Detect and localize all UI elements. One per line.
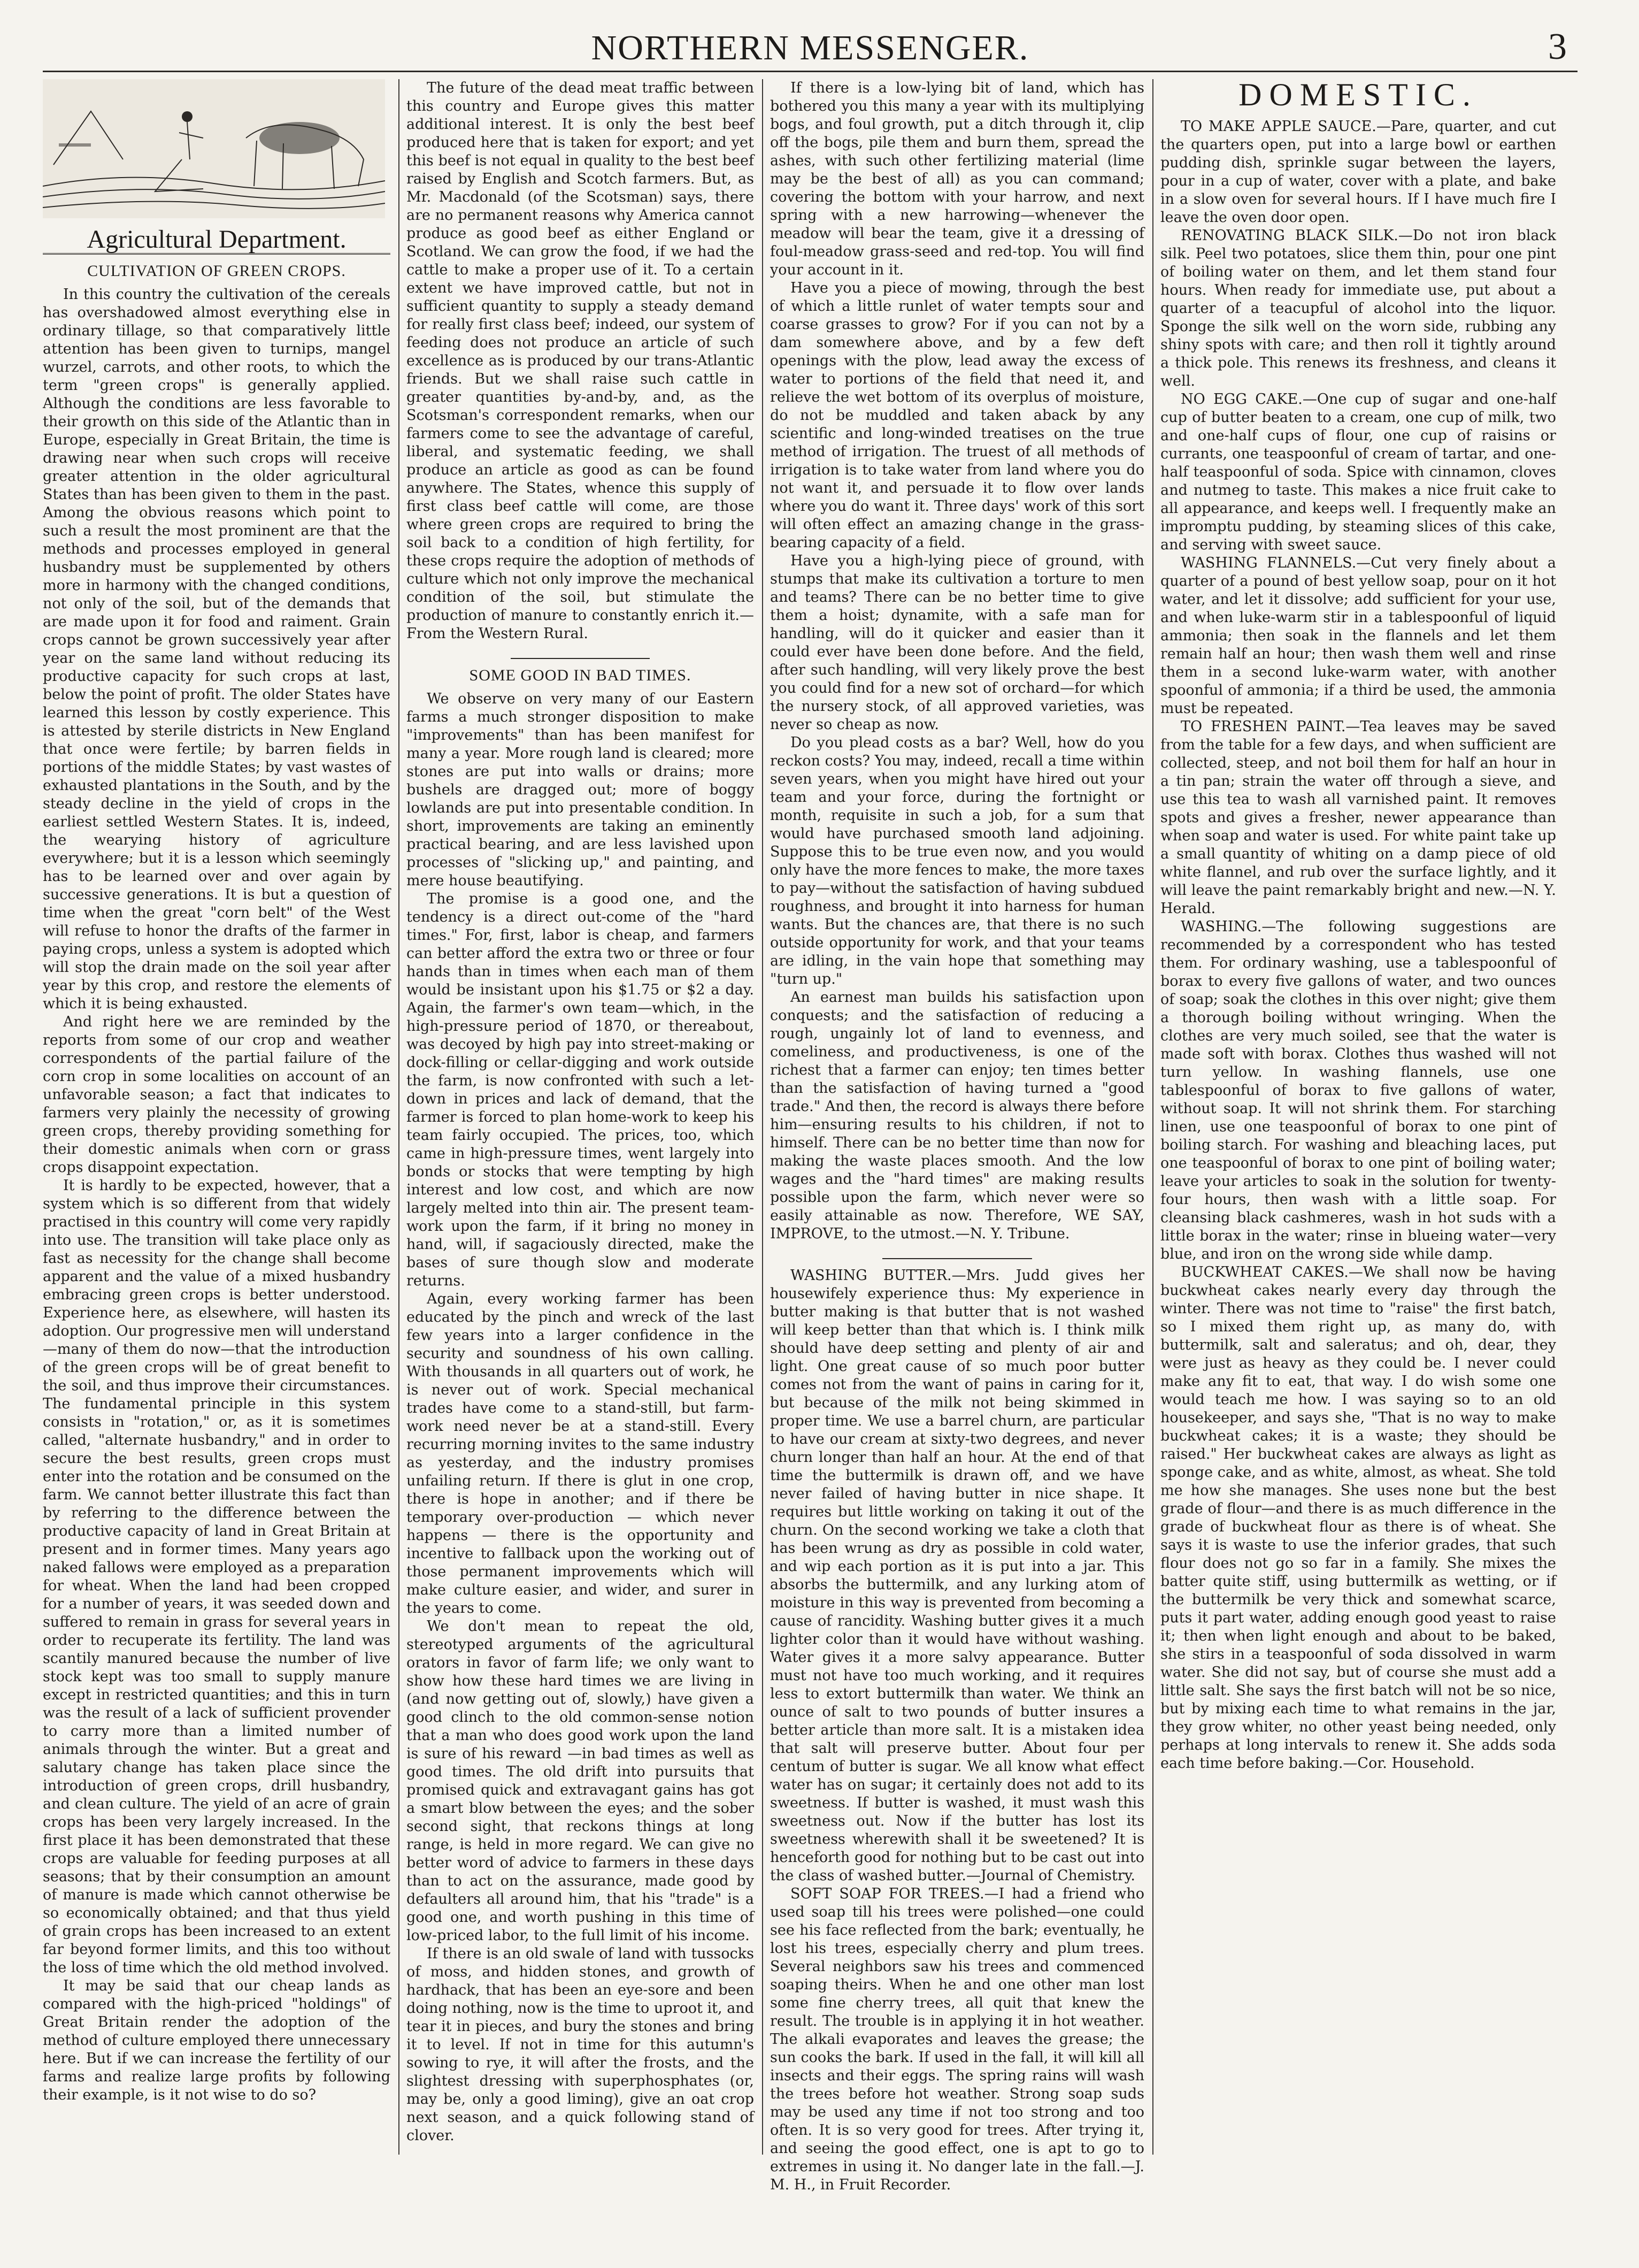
paragraph: It is hardly to be expected, however, that a system which is so different from that widely practised in this country will come very rapidly into use. The transition will take place only as fast as necessity for the change shall become apparent and the value of a mixed husbandry embracing green crops is better understood. Experience here, as elsewhere, will hasten its adoption. Our progressive men will understand—many of them do now—that the introduction of the green crops will be of great benefit to the soil, and thus improve their circumstances. The fundamental principle in this system consists in "rotation," or, as it is sometimes called, "alternate husbandry," and in order to secure the best results, green crops must enter into the rotation and be consumed on the farm. We cannot better illustrate this fact than by referring to the difference between the productive capacity of land in Great Britain at present and in former times. Many years ago naked fallows were employed as a preparation for wheat. When the land had been cropped for a number of years, it was seeded down and suffered to remain in grass for several years in order to recuperate its fertility. The land was scantily manured because the number of live stock kept was too small to supply manure except in restricted quantities; and this in turn was the result of a lack of sufficient provender to carry more than a limited number of animals through the winter. But a great and salutary change has taken place since the introduction of green crops, drill husbandry, and clean culture. The yield of an acre of grain crops has been very largely increased. In the first place it has been demonstrated that these crops are valuable for feeding purposes at all seasons; that by their consumption an amount of manure is made which cannot otherwise be so economically obtained; and that thus yield of grain crops has been increased to an extent far beyond former limits, and this too without the loss of time which the old method involved. [43, 1177, 390, 1976]
paragraph: BUCKWHEAT CAKES.—We shall now be having buckwheat cakes nearly every day through the winter. There was not time to "raise" the first batch, so I mixed them right up, as many do, with buttermilk, salt and saleratus; and oh, dear, they were just as heavy as they could be. I never could make any fit to eat, that way. I do wish some one would teach me how. I was saying so to an old housekeeper, and says she, "That is no way to make buckwheat cakes; it is a waste; they should be raised." Her buckwheat cakes are always as light as sponge cake, and as white, almost, as wheat. She told me how she manages. She uses none but the best grade of flour—and there is as much difference in the grade of buckwheat flour as there is of wheat. She says it is waste to use the inferior grades, that such flour does not go so far in a family. She mixes the batter quite stiff, using buttermilk as wetting, or if the buttermilk be very thick and somewhat scarce, puts it part water, adding enough good yeast to raise it; then when light enough and about to be baked, she stirs in a teaspoonful of soda dissolved in warm water. She did not say, but of course she must add a little salt. She says the first batch will not be so nice, but by mixing each time to what remains in the jar, they grow whiter, no other yeast being needed, only perhaps at long intervals to renew it. She adds soda each time before baking.—Cor. Household. [1160, 1264, 1556, 1772]
divider [882, 1258, 1032, 1259]
paragraph: NO EGG CAKE.—One cup of sugar and one-half cup of butter beaten to a cream, one cup of milk, two and one-half cups of flour, one cup of raisins or currants, one teaspoonful of cream of tartar, and one-half teaspoonful of soda. Spice with cinnamon, cloves and nutmeg to taste. This makes a nice fruit cake to all appearance, and keeps well. I frequently make an impromptu pudding, by steaming slices of this cake, and serving with sweet sauce. [1160, 391, 1556, 553]
column-1 [43, 79, 390, 2104]
column-rule [762, 79, 763, 2155]
paragraph: WASHING FLANNELS.—Cut very finely about a quarter of a pound of best yellow soap, pour on it hot water, and let it dissolve; add sufficient for your use, and when luke-warm stir in a tablespoonful of liquid ammonia; then soak in the flannels and let them remain half an hour; then wash them well and rinse them in a second luke-warm water, with another spoonful of ammonia; if a third be used, the ammonia must be repeated. [1160, 555, 1556, 717]
column-3 [770, 79, 1144, 2194]
paragraph: And right here we are reminded by the reports from some of our crop and weather correspondents of the partial failure of the corn crop in some localities on account of an unfavorable season; a fact that indicates to farmers very plainly the necessity of growing green crops, thereby providing something for their domestic animals when corn or grass crops disappoint expectation. [43, 1014, 390, 1176]
paragraph: The promise is a good one, and the tendency is a direct out-come of the "hard times." For, first, labor is cheap, and farmers can better afford the extra two or three or four hands than in times when each man of them would be insistant upon his $1.75 or $2 a day. Again, the farmer's own team—which, in the high-pressure period of 1870, or thereabout, was decoyed by high pay into street-making or dock-filling or cellar-digging and work outside the farm, is now confronted with such a let-down in prices and lack of demand, that the farmer is forced to plan home-work to keep his team fairly occupied. The prices, too, which came in high-pressure times, went largely into bonds or stocks that were tempting by high interest and low cost, and which are now largely melted into thin air. The present team-work upon the farm, if it bring no money in hand, will, if sagaciously directed, make the bases of sure though slow and moderate returns. [406, 891, 754, 1289]
paragraph: WASHING.—The following suggestions are recommended by a correspondent who has tested them. For ordinary washing, use a tablespoonful of borax to every five gallons of water, and two ounces of soap; soak the clothes in this over night; give them a thorough boiling without wringing. When the clothes are very much soiled, see that the water is made soft with borax. Clothes thus washed will not turn yellow. In washing flannels, use one tablespoonful of borax to five gallons of water, without soap. It will not shrink them. For starching linen, use one teaspoonful of borax to one pint of boiling starch. For washing and bleaching laces, put one teaspoonful of borax to one pint of boiling water; leave your articles to soak in the solution for twenty-four hours, then wash with a little soap. For cleansing black cashmeres, wash in hot suds with a little borax in the water; rinse in blueing water—very blue, and iron on the wrong side while damp. [1160, 918, 1556, 1262]
page-number: 3 [1548, 26, 1567, 67]
column-rule [398, 79, 399, 2155]
paragraph: The future of the dead meat traffic between this country and Europe gives this matter additional interest. It is only the best beef produced here that is taken for export; and yet this beef is not equal in quality to the best beef raised by English and Scotch farmers. But, as Mr. Macdonald (of the Scotsman) says, there are no permanent reasons why America cannot produce as good beef as either England or Scotland. We can grow the food, if we had the cattle to make a proper use of it. To a certain extent we have improved cattle, but not in sufficient quantity to supply a steady demand for really first class beef; indeed, our system of feeding does not produce an article of such excellence as is produced by our trans-Atlantic friends. But we shall raise such cattle in greater quantities by-and-by, and, as the Scotsman's correspondent remarks, when our farmers come to see the advantage of careful, liberal, and systematic feeding, we shall produce an article as good as can be found anywhere. The States, whence this supply of first class beef cattle will come, are those where green crops are required to bring the soil back to a condition of high fertility, for these crops require the adoption of methods of culture which not only improve the mechanical condition of the soil, but stimulate the production of manure to constantly enrich it.—From the Western Rural. [406, 80, 754, 642]
masthead [43, 21, 1578, 72]
paper-name: NORTHERN MESSENGER. [591, 28, 1029, 67]
paragraph: RENOVATING BLACK SILK.—Do not iron black silk. Peel two potatoes, slice them thin, pour one pint of boiling water on them, and let them stand four hours. When ready for immediate use, put about a quarter of a teacupful of alcohol into the liquor. Sponge the silk well on the worn side, rubbing any shiny spots with care; and then roll it tightly around a thick pole. This renews its freshness, and cleans it well. [1160, 227, 1556, 389]
paragraph: TO MAKE APPLE SAUCE.—Pare, quarter, and cut the quarters open, put into a large bowl or earthen pudding dish, sprinkle sugar between the layers, pour in a cup of water, cover with a plate, and bake in a slow oven for several hours. If I have much fire I leave the oven door open. [1160, 118, 1556, 226]
column-4 [1160, 79, 1556, 1773]
paragraph: Have you a piece of mowing, through the best of which a little runlet of water tempts sour and coarse grasses to grow? For if you can not by a dam somewhere above, and by a few deft openings with the plow, lead away the excess of water to portions of the field that need it, and relieve the wet bottom of its overplus of moisture, do not be muddled and taken aback by any scientific and long-winded treatises on the true method of irrigation. The truest of all methods of irrigation is to take water from land where you do not want it, and persuade it to flow over lands where you do want it. Three days' work of this sort will often effect an amazing change in the grass-bearing capacity of a field. [770, 280, 1144, 551]
column-rule [1152, 79, 1153, 2155]
paragraph: An earnest man builds his satisfaction upon conquests; and the satisfaction of reducing a rough, ungainly lot of land to evenness, and comeliness, and productiveness, is one of the richest that a farmer can enjoy; ten times better than the satisfaction of having turned a "good trade." And then, the record is always there before him—ensuring results to his children, if not to himself. There can be no better time than now for making the waste places smooth. And the low wages and the "hard times" are making results possible upon the farm, which never were so easily attainable as now. Therefore, WE SAY, IMPROVE, to the utmost.—N. Y. Tribune. [770, 989, 1144, 1242]
paragraph: We don't mean to repeat the old, stereotyped arguments of the agricultural orators in favor of farm life; we only want to show how these hard times we are living in (and now getting out of, slowly,) have given a good clinch to the old common-sense notion that a man who does good work upon the land is sure of his reward —in bad times as well as good times. The old drift into pursuits that promised quick and extravagant gains has got a smart blow between the eyes; and the sober second sight, that reckons things at long range, is held in more regard. We can give no better word of advice to farmers in these days than to act on the assurance, made good by defaulters all around him, that his "trade" is a good one, and worth pushing in this time of low-priced labor, to the full limit of his income. [406, 1618, 754, 1944]
paragraph: WASHING BUTTER.—Mrs. Judd gives her housewifely experience thus: My experience in butter making is that butter that is not washed will keep better than that which is. I think milk should have deep setting and plenty of air and light. One great cause of so much poor butter comes not from the want of pains in caring for it, but because of the milk not being skimmed in proper time. We use a barrel churn, are particular to have our cream at sixty-two degrees, and never churn longer than half an hour. At the end of that time the buttermilk is drawn off, and we have never failed of having butter in nice shape. It requires but little working on taking it out of the churn. On the second working we take a cloth that has been wrung as dry as possible in cold water, and wip each portion as it is put into a jar. This absorbs the buttermilk, and any lurking atom of moisture in this way is prevented from becoming a cause of rancidity. Washing butter gives it a much lighter color than it would have without washing. Water gives it a more salvy appearance. Butter must not have too much working, and it requires less to extort buttermilk than water. We think an ounce of salt to two pounds of butter insures a better article than more salt. It is a mistaken idea that salt will preserve butter. About four per centum of butter is sugar. We all know what effect water has on sugar; it certainly does not add to its sweetness. If butter is washed, it must wash this sweetness out. Now if the butter has lost its sweetness wherewith shall it be sweetened? It is henceforth good for nothing but to be cast out into the class of washed butter.—Journal of Chemistry. [770, 1267, 1144, 1884]
paragraph: It may be said that our cheap lands as compared with the high-priced "holdings" of Great Britain render the adoption of the method of culture employed there unnecessary here. But if we can increase the fertility of our farms and realize large profits by following their example, is it not wise to do so? [43, 1978, 390, 2103]
paragraph: If there is a low-lying bit of land, which has bothered you this many a year with its multiplying bogs, and foul growth, put a ditch through it, clip off the bogs, pile them and burn them, spread the ashes, with such other fertilizing material (lime may be the best of all) as you can command; covering the bottom with your harrow, and next spring with a new harrowing—whenever the meadow will bear the team, give it a dressing of foul-meadow grass-seed and red-top. You will find your account in it. [770, 80, 1144, 278]
section-title: DOMESTIC. [1238, 77, 1478, 112]
paragraph: Have you a high-lying piece of ground, with stumps that make its cultivation a torture to men and teams? There can be no better time to give them a hoist; dynamite, with a safe man for handling, will do it quicker and easier than it could ever have been done before. And the field, after such handling, will very likely prove the best you could find for a new sot of orchard—for which the nursery stock, of all approved varieties, was never so cheap as now. [770, 553, 1144, 733]
paragraph: Again, every working farmer has been educated by the pinch and wreck of the last few years into a larger confidence in the security and soundness of his own calling. With thousands in all quarters out of work, he is never out of work. Special mechanical trades have come to a stand-still, but farm-work need never be at a stand-still. Every recurring morning invites to the same industry as yesterday, and the industry promises unfailing return. If there is glut in one crop, there is hope in another; and if there be temporary over-production — which never happens — there is the opportunity and incentive to fallback upon the working out of those permanent improvements which will make culture easier, and wider, and surer in the years to come. [406, 1291, 754, 1616]
paragraph: In this country the cultivation of the cereals has overshadowed almost everything else in ordinary tillage, so that comparatively little attention has been given to turnips, mangel wurzel, carrots, and other roots, to which the term "green crops" is generally applied. Although the conditions are less favorable to their growth on this side of the Atlantic than in Europe, especially in Great Britain, the time is drawing near when such crops will receive greater attention in the older agricultural States than has been given to them in the past. Among the obvious reasons which point to such a result the most prominent are that the methods and processes employed in general husbandry must be supplemented by others more in harmony with the changed conditions, not only of the soil, but of the demands that are made upon it for food and raiment. Grain crops cannot be grown successively year after year on the same land without reducing its productive capacity for such crops at last, below the point of profit. The older States have learned this lesson by costly experience. This is attested by sterile districts in New England that once were fertile; by barren fields in portions of the middle States; by vast wastes of exhausted plantations in the South, and by the steady decline in the yield of crops in the earliest settled Western States. It is, indeed, the wearying history of agriculture everywhere; but it is a lesson which seemingly has to be learned over and over again by successive generations. It is but a question of time when the great "corn belt" of the West will refuse to honor the drafts of the farmer in paying crops, unless a system is adopted which will stop the drain made on the soil year after year by this crop, and restore the elements of which it is being exhausted. [43, 286, 390, 1012]
divider [511, 658, 650, 659]
paragraph: TO FRESHEN PAINT.—Tea leaves may be saved from the table for a few days, and when sufficient are collected, steep, and not boil them for half an hour in a tin pan; strain the water off through a sieve, and use this tea to wash all varnished paint. It removes spots and gives a fresher, newer appearance than when soap and water is used. For white paint take up a small quantity of whiting on a damp piece of old white flannel, and rub over the surface lightly, and it will leave the paint remarkably bright and new.—N. Y. Herald. [1160, 718, 1556, 917]
plowing-farmer-engraving-icon [43, 79, 385, 218]
paragraph: Do you plead costs as a bar? Well, how do you reckon costs? You may, indeed, recall a time within seven years, when you might have hired out your team and your force, during the fortnight or month, requisite in such a job, for a sum that would have purchased smooth land adjoining. Suppose this to be true even now, and you would only have the more fences to make, the more taxes to pay—without the satisfaction of having subdued roughness, and brought it into harness for human wants. But the chances are, that there is no such outside opportunity for work, and that your teams are idling, in the vain hope that something may "turn up." [770, 734, 1144, 987]
paragraph: If there is an old swale of land with tussocks of moss, and hidden stones, and growth of hardhack, that has been an eye-sore and been doing nothing, now is the time to uproot it, and tear it in pieces, and bury the stones and bring it to level. If not in time for this autumn's sowing to rye, it will after the frosts, and the slightest dressing with superphosphates (or, may be, only a good liming), give an oat crop next season, and a quick following stand of clover. [406, 1945, 754, 2144]
article-heading: CULTIVATION OF GREEN CROPS. [87, 262, 346, 280]
paragraph: SOFT SOAP FOR TREES.—I had a friend who used soap till his trees were polished—one could see his face reflected from the bark; eventually, he lost his trees, especially cherry and plum trees. Several neighbors saw his trees and commenced soaping theirs. When he and one other man lost some fine cherry trees, all quit that knew the result. The trouble is in applying it in hot weather. The alkali evaporates and leaves the grease; the sun cooks the bark. If used in the fall, it will kill all insects and their eggs. The spring rains will wash the trees before hot weather. Strong soap suds may be used any time if not too strong and too often. It is so very good for trees. After trying it, and seeing the good effect, one is apt to go to extremes in using it. No danger late in the fall.—J. M. H., in Fruit Recorder. [770, 1886, 1144, 2193]
article-heading: SOME GOOD IN BAD TIMES. [469, 666, 691, 684]
department-title: Agricultural Department. [43, 231, 390, 255]
column-2 [406, 79, 754, 2145]
paragraph: We observe on very many of our Eastern farms a much stronger disposition to make "improvements" than has been manifest for many a year. More rough land is cleared; more stones are put into walls or drains; more bushels are dragged out; more of boggy lowlands are put into presentable condition. In short, improvements are taking an eminently practical bearing, and are less lavished upon processes of "slicking up," and painting, and mere house beautifying. [406, 691, 754, 889]
